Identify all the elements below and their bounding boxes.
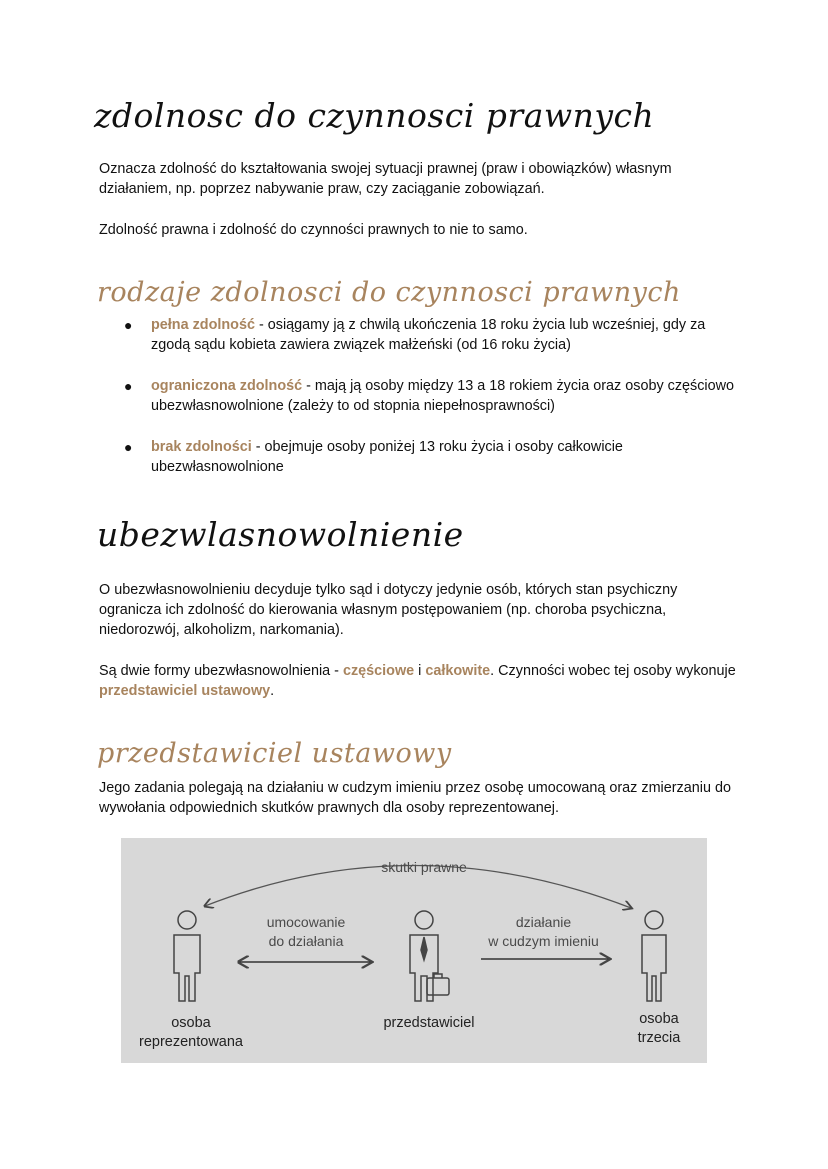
bullet-icon: ●	[124, 317, 133, 333]
list-item-term: pełna zdolność	[151, 317, 255, 333]
list-item-desc: - mają ją osoby między 13 a 18 rokiem życia oraz osoby częściowo ubezwłasnowolnione (zależy to od stopnia niepełnosprawności)	[151, 378, 735, 414]
label-line: w cudzym imieniu	[488, 933, 599, 949]
list-item-term: brak zdolności	[151, 439, 252, 455]
list-item-desc: - osiągamy ją z chwilą ukończenia 18 roku życia lub wcześniej, gdy za zgodą sądu kobieta zawiera związek małżeński (od 16 roku życia)	[151, 317, 706, 353]
term-przedstawiciel: przedstawiciel ustawowy	[99, 683, 271, 699]
ubezwl-paragraph-2	[99, 661, 739, 701]
label-line: działanie	[515, 914, 572, 930]
label-skutki-prawne: skutki prawne	[381, 859, 467, 875]
main-heading: zdolnosc do czynnosci prawnych	[94, 96, 655, 135]
label-przedstawiciel: przedstawiciel	[383, 1015, 475, 1031]
term-czesciowe: częściowe	[342, 663, 415, 679]
label-line: do działania	[268, 933, 344, 949]
person-right-icon	[642, 911, 666, 1001]
label-osoba-reprezentowana	[126, 1014, 256, 1052]
list-item-desc: - obejmuje osoby poniżej 13 roku życia i osoby całkowicie ubezwłasnowolnione	[151, 439, 623, 475]
label-line: trzecia	[637, 1030, 681, 1046]
text-run: i	[414, 663, 426, 679]
rodzaje-list	[99, 315, 739, 498]
bullet-icon: ●	[124, 439, 133, 455]
ubezwl-paragraph-1: O ubezwłasnowolnieniu decyduje tylko sąd i dotyczy jedynie osób, których stan psychiczny ogranicza ich zdolność do kierowania własnym postępowaniem (np. choroba psychiczna, niedorozwój, alkoholizm, narkomania).	[99, 582, 678, 638]
person-left-icon	[174, 911, 200, 1001]
ubezwl-heading: ubezwlasnowolnienie	[97, 515, 464, 554]
intro-paragraph-1: Oznacza zdolność do kształtowania swojej sytuacji prawnej (praw i obowiązków) własnym działaniem, np. poprzez nabywanie praw, czy zaciąganie zobowiązań.	[99, 161, 672, 197]
list-item	[99, 437, 739, 477]
list-item-term: ograniczona zdolność	[151, 378, 303, 394]
label-line: umocowanie	[266, 914, 346, 930]
intro-paragraph-2: Zdolność prawna i zdolność do czynności prawnych to nie to samo.	[99, 222, 528, 238]
label-dzialanie	[471, 913, 616, 951]
text-run: .	[270, 683, 275, 699]
list-item	[99, 376, 739, 416]
label-line: osoba	[171, 1015, 211, 1031]
label-line: osoba	[639, 1011, 679, 1027]
text-run: . Czynności wobec tej osoby wykonuje	[490, 663, 736, 679]
label-line: reprezentowana	[139, 1034, 243, 1050]
text-run: Są dwie formy ubezwłasnowolnienia -	[99, 663, 343, 679]
label-umocowanie	[246, 913, 366, 951]
list-item	[99, 315, 739, 355]
representation-diagram	[121, 838, 707, 1063]
person-representative-icon	[410, 911, 449, 1001]
rodzaje-heading: rodzaje zdolnosci do czynnosci prawnych	[97, 277, 681, 308]
przedst-paragraph: Jego zadania polegają na działaniu w cudzym imieniu przez osobę umocowaną oraz zmierzaniu do wywołania odpowiednich skutków prawnych dla osoby reprezentowanej.	[99, 780, 731, 816]
przedst-heading: przedstawiciel ustawowy	[97, 738, 452, 769]
bullet-icon: ●	[124, 378, 133, 394]
label-osoba-trzecia	[619, 1010, 699, 1048]
term-calkowite: całkowite	[425, 663, 491, 679]
